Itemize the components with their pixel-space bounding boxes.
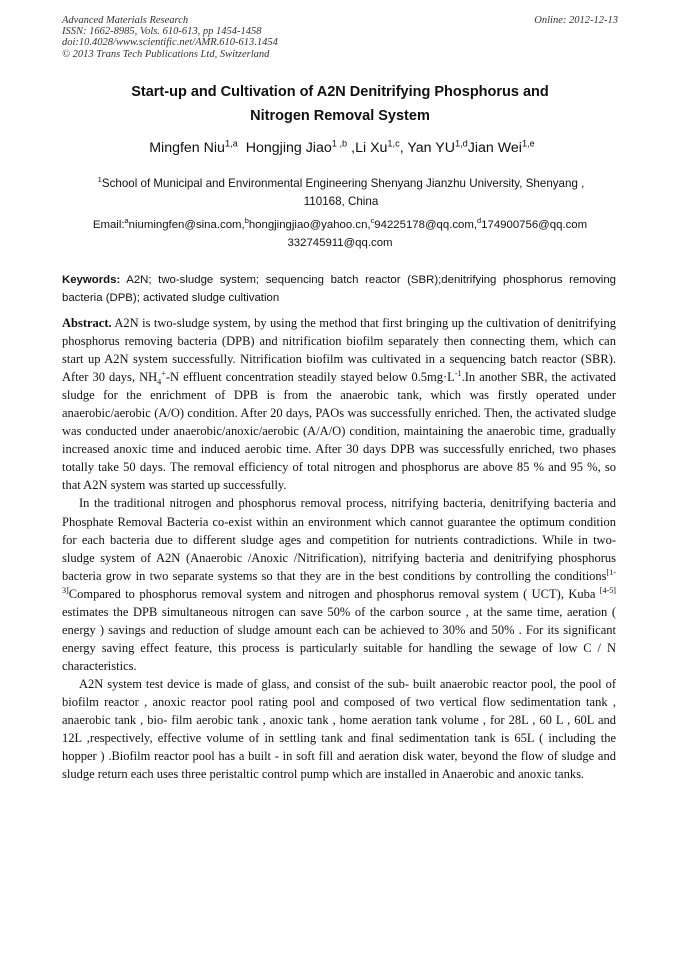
- paragraph-text: estimates the DPB simultaneous nitrogen can save 50% of the carbon source , at the same time, aeration ( energy ) savings and reduction of sludge amount each can be achieved to 30% and 50% . For its significant energy saving effect feature, this process is particularly suitable for handling the sewage of low C / N characteristics.: [62, 604, 616, 673]
- affiliation-line-1: [66, 175, 616, 193]
- journal-name: Advanced Materials Research: [62, 15, 189, 26]
- device-paragraph: A2N system test device is made of glass, and consist of the sub- built anaerobic reactor pool, the pool of biofilm reactor , anoxic reactor pool rating pool and composed of two vertical flow sedimentation tank , anaerobic tank , bio- film aerobic tank , anoxic tank , home aeration tank volume , for 28L , 60 L , 60L and 12L ,respectively, effective volume of in settling tank and final sedimentation tank is 65L ( including the hopper ) .Biofilm reactor pool has a built - in soft fill and aeration disk water, beyond the flow of sludge and sludge return each uses three peristaltic control pump which are installed in Anaerobic and anoxic tanks.: [62, 676, 616, 782]
- abstract-text: .In another SBR, the activated sludge for the enrichment of DPB is from the anaerobic tank, which was firstly operated under anaerobic/aerobic (A/O) condition. After 20 days, PAOs was successfully enriched. Then, the activated sludge was conducted under anaerobic/anoxic/aerobic (A/A/O) condition, maintaining the anaerobic time, gradually increased anoxic time and induced aerobic time. After 30 days DPB was successfully enriched, two phases totally take 50 days. The removal efficiency of total nitrogen and phosphorus are above 85 % and 95 %, so that A2N system was started up successfully.: [62, 370, 617, 493]
- email-sup: a: [124, 216, 129, 226]
- abstract-text: A2N is two-sludge system, by using the method that first bringing up the cultivation of denitrifying phosphorus removing bacteria (DPB) and nitrification biofilm separately then connecting them, which can start up A2N system successfully. Nitrification biofilm was cultivated in a sequencing batch reactor (SBR). After 30 days, NH: [62, 316, 616, 385]
- author-name: Hongjing Jiao: [245, 140, 332, 156]
- citation: [4-5]: [599, 585, 616, 595]
- keywords-block: [62, 272, 616, 307]
- author-sup: 1 ,b: [331, 138, 348, 149]
- email-a: niumingfen@sina.com,: [128, 219, 245, 231]
- email-block: [60, 216, 620, 252]
- email-b: hongjingjiao@yahoo.cn,: [248, 219, 371, 231]
- email-sup: c: [370, 216, 375, 226]
- email-sup: d: [477, 216, 482, 226]
- author-sup: 1,e: [521, 138, 535, 149]
- doi-line: doi:10.4028/www.scientific.net/AMR.610-613.1454: [62, 37, 278, 49]
- author-name: Mingfen Niu: [149, 140, 225, 156]
- abstract-sup: +: [161, 368, 166, 378]
- affiliation-line-2: 110168, China: [303, 195, 379, 208]
- title-line-2: Nitrogen Removal System: [250, 108, 430, 124]
- online-date: Online: 2012-12-13: [534, 15, 618, 26]
- abstract-label: Abstract.: [62, 316, 112, 330]
- author-1: [149, 140, 238, 156]
- citation: [1-3]: [62, 567, 616, 595]
- issn-line: ISSN: 1662-8985, Vols. 610-613, pp 1454-1458: [62, 26, 262, 38]
- email-prefix: Email:: [92, 219, 125, 231]
- email-e: 332745911@qq.com: [287, 237, 393, 249]
- email-d: 174900756@qq.com: [481, 219, 588, 231]
- author-sup: 1,c: [387, 138, 400, 149]
- author-list: [62, 139, 618, 157]
- author-sup: 1,d: [454, 138, 468, 149]
- author-2: [246, 140, 347, 156]
- keywords-label: Keywords:: [62, 274, 121, 286]
- title-line-1: Start-up and Cultivation of A2N Denitrifying Phosphorus and: [131, 84, 549, 100]
- intro-paragraph: [62, 494, 616, 674]
- body-text: [62, 314, 616, 783]
- email-line-1: [60, 216, 620, 234]
- paper-title: [62, 80, 618, 128]
- copyright-line: © 2013 Trans Tech Publications Ltd, Switzerland: [62, 48, 270, 60]
- author-name: ,Li Xu: [351, 140, 388, 156]
- journal-header: [62, 15, 618, 60]
- abstract-text: -N effluent concentration steadily stayed below 0.5mg·L: [165, 370, 455, 385]
- author-5: [468, 140, 535, 156]
- paragraph-text: Compared to phosphorus removal system and nitrogen and phosphorus removal system ( UCT), Kuba: [68, 586, 600, 601]
- author-4: [400, 140, 468, 156]
- affiliation: [66, 175, 616, 211]
- keywords-text: A2N; two-sludge system; sequencing batch reactor (SBR);denitrifying phosphorus removing bacteria (DPB); activated sludge cultivation: [62, 274, 616, 304]
- email-sup: b: [244, 216, 249, 226]
- email-c: 94225178@qq.com,: [374, 219, 478, 231]
- abstract-sub: 4: [157, 377, 162, 387]
- abstract-paragraph: [62, 314, 616, 494]
- author-name: , Yan YU: [399, 140, 455, 156]
- author-3: [351, 140, 400, 156]
- paragraph-text: In the traditional nitrogen and phosphorus removal process, nitrifying bacteria, denitrifying bacteria and Phosphate Removal Bacteria co-exist within an environment which cannot guarantee the optimum condition for each bacteria due to different sludge ages and competition for nutrients contradictions. While in two-sludge system of A2N (Anaerobic /Anoxic /Nitrification), nitrifying bacteria and denitrifying phosphorus bacteria grow in two separate systems so that they are in the best conditions by controlling the conditions: [62, 496, 616, 583]
- author-name: Jian Wei: [467, 140, 522, 156]
- affiliation-sup: 1: [97, 175, 102, 185]
- affiliation-text: School of Municipal and Environmental Engineering Shenyang Jianzhu University, Shenyang ,: [101, 177, 585, 190]
- abstract-sup: -1: [454, 368, 462, 378]
- author-sup: 1,a: [224, 138, 238, 149]
